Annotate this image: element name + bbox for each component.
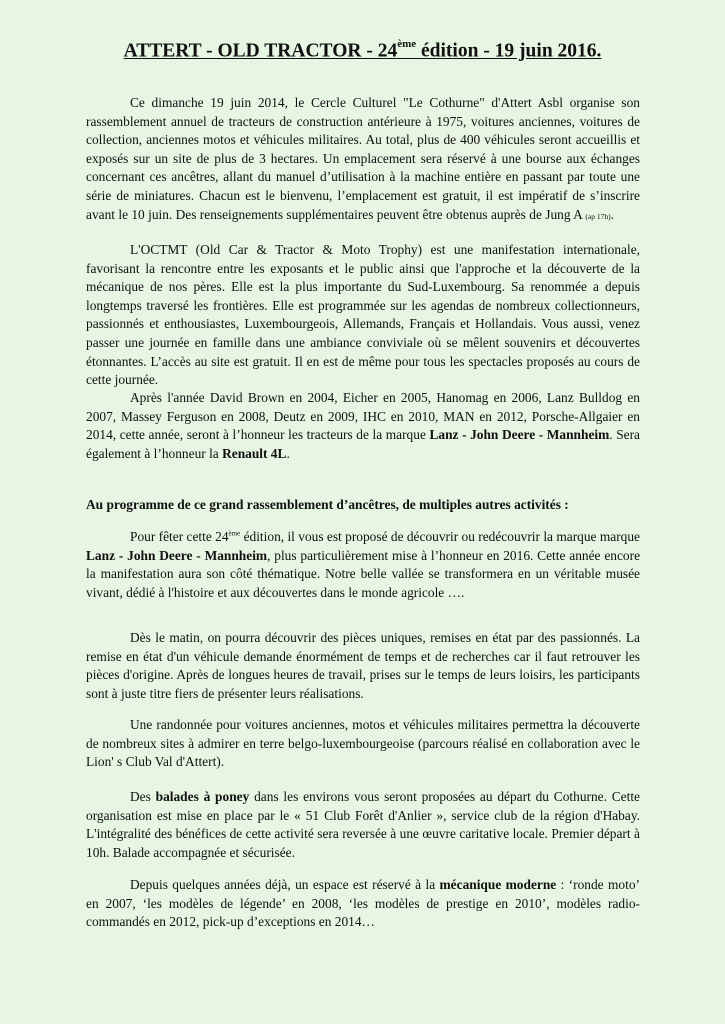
paragraph-restoration [86, 629, 640, 703]
poney-highlight: balades à poney [155, 789, 250, 804]
section-heading: Au programme de ce grand rassemblement d’ancêtres, de multiples autres activités : [86, 497, 569, 512]
paragraph-restoration-text: Dès le matin, on pourra découvrir des pièces uniques, remises en état par des passionnés. La remise en état d'un véhicule demande énormément de temps et de recherches car il faut retrouver les pièces d'origine. Après de longues heures de travail, prises sur le temps de leurs loisirs, les participants sont à juste titre fiers de présenter leurs réalisations. [86, 630, 640, 701]
paragraph-edition-mid: édition, il vous est proposé de découvrir ou redécouvrir la marque marque [240, 529, 641, 544]
paragraph-poney-start: Des [130, 789, 156, 804]
paragraph-edition-start: Pour fêter cette 24 [130, 529, 229, 544]
paragraph-randonnee [86, 716, 640, 772]
paragraph-octmt [86, 241, 640, 390]
paragraph-intro-text: Ce dimanche 19 juin 2014, le Cercle Culturel "Le Cothurne" d'Attert Asbl organise son rassemblement annuel de tracteurs de construction antérieure à 1975, voitures anciennes, voitures de collection, anciennes motos et véhicules militaires. Au total, plus de 400 véhicules seront accueillis et exposés sur un site de plus de 3 hectares. Un emplacement sera réservé à une bourse aux échanges concernant ces ancêtres, allant du manuel d’utilisation à la machine entière en passant par toute une série de miniatures. Chacun est le bienvenu, l’emplacement est gratuit, il est impératif de s’inscrire avant le 10 juin. Des renseignements supplémentaires peuvent être obtenus auprès de Jung A [86, 95, 640, 222]
paragraph-mecanique [86, 876, 640, 932]
paragraph-randonnee-text: Une randonnée pour voitures anciennes, motos et véhicules militaires permettra la découverte de nombreux sites à admirer en terre belgo-luxembourgeoise (parcours réalisé en collaboration avec le Lion' s Club Val d'Attert). [86, 717, 640, 770]
paragraph-poney [86, 788, 640, 862]
paragraph-octmt-text: L'OCTMT (Old Car & Tractor & Moto Trophy) est une manifestation internationale, favorisant la rencontre entre les exposants et le public ainsi que l'approche et la découverte de la mécanique de nos pères. Elle est la plus importante du Sud-Luxembourg. Sa renommée a depuis longtemps traversé les frontières. Elle est programmée sur les agendas de nombreux collectionneurs, passionnés et enthousiastes, Luxembourgeois, Allemands, Français et Hollandais. Vous aussi, venez passer une journée en famille dans une ambiance conviviale où se mêlent souvenirs et découvertes étonnantes. L’accès au site est gratuit. Il en est de même pour tous les spectacles proposés au cours de cette journée. [86, 242, 640, 388]
paragraph-edition [86, 528, 640, 602]
contact-time-note: (ap 17h) [585, 211, 611, 221]
brand-highlight: Lanz - John Deere - Mannheim [429, 427, 610, 443]
paragraph-history [86, 389, 640, 463]
renault-highlight: Renault 4L [222, 445, 287, 461]
paragraph-mecanique-start: Depuis quelques années déjà, un espace est réservé à la [130, 877, 440, 892]
edition-superscript: ème [228, 529, 241, 538]
paragraph-history-end: . [286, 445, 290, 461]
paragraph-edition-end: , plus particulièrement mise à l’honneur en 2016. Cette année encore la manifestation aura son côté thématique. Notre belle vallée se transformera en un véritable musée vivant, dédié à l'histoire et aux découvertes dans le monde agricole …. [86, 547, 641, 600]
title-superscript: ème [397, 38, 417, 50]
paragraph-mecanique-end: : ‘ronde moto’ en 2007, ‘les modèles de légende’ en 2008, ‘les modèles de prestige en 2010’, modèles radio-commandés en 2012, pick-up d’exceptions en 2014… [86, 877, 640, 930]
brand-highlight-2: Lanz - John Deere - Mannheim [86, 547, 268, 563]
paragraph-history-mid: . Sera également à l’honneur la [86, 427, 640, 461]
title-end: édition - 19 juin 2016. [416, 40, 602, 62]
paragraph-intro [86, 94, 640, 226]
title-main: ATTERT - OLD TRACTOR - 24 [123, 40, 398, 62]
paragraph-intro-end: . [610, 206, 614, 222]
mecanique-highlight: mécanique moderne [439, 877, 557, 892]
paragraph-poney-end: dans les environs vous seront proposées au départ du Cothurne. Cette organisation est mise en place par le « 51 Club Forêt d'Anlier », service club de la région d'Habay. L'intégralité des bénéfices de cette activité sera reversée à une œuvre caritative locale. Premier départ à 10h. Balade accompagnée et sécurisée. [86, 789, 641, 860]
page-title [0, 40, 725, 63]
paragraph-history-text: Après l'année David Brown en 2004, Eicher en 2005, Hanomag en 2006, Lanz Bulldog en 2007, Massey Ferguson en 2008, Deutz en 2009, IHC en 2010, MAN en 2012, Porsche-Allgaier en 2014, cette année, seront à l’honneur les tracteurs de la marque [86, 390, 640, 443]
